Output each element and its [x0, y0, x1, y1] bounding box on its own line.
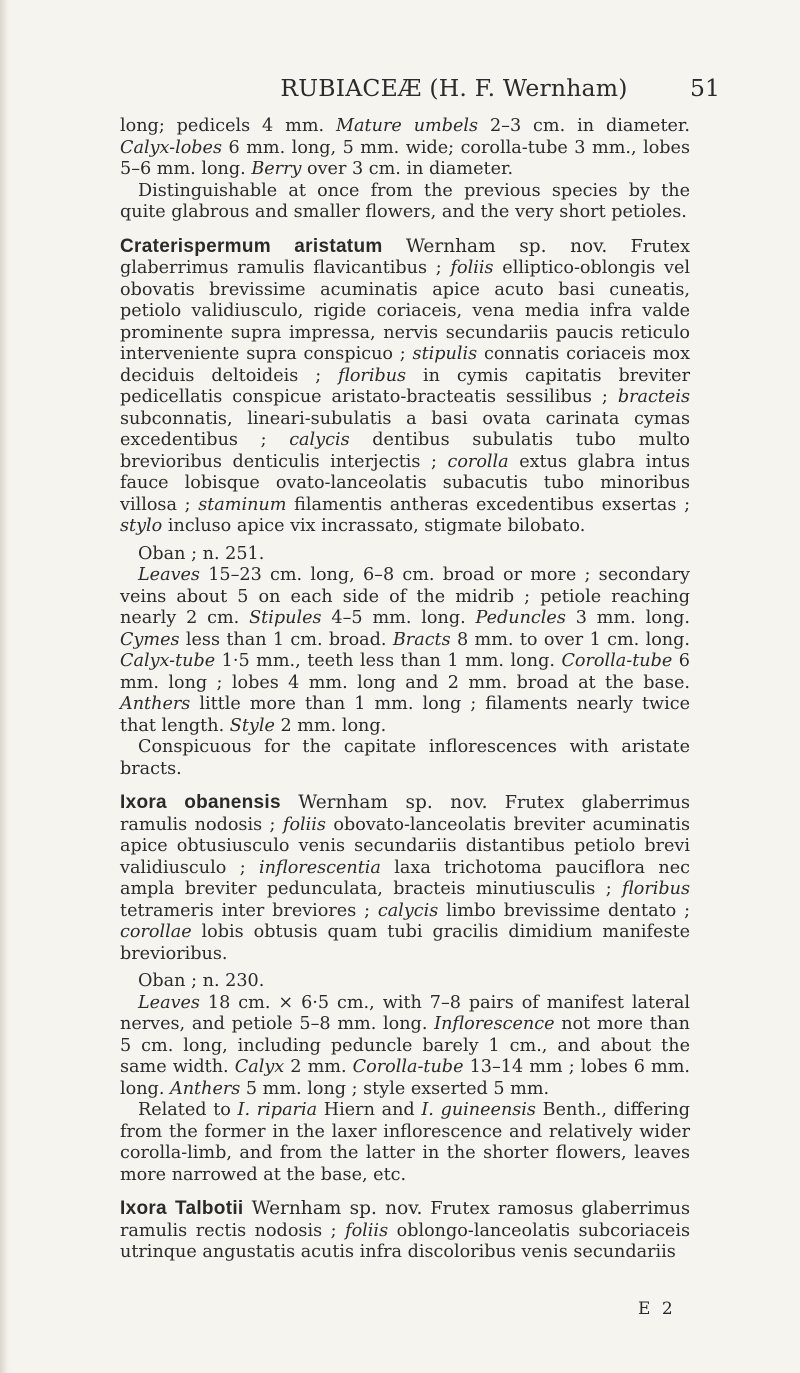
species-description: Leaves 18 cm. × 6·5 cm., with 7–8 pairs of manifest lateral nerves, and petiole 5–8 mm. long. Inflorescence not more than 5 cm. long, including peduncle barely 1 cm., and about the same width. Calyx 2 mm. Corolla-tube 13–14 mm ; lobes 6 mm. long. Anthers 5 mm. long ; style exserted 5 mm. [120, 992, 690, 1099]
specimen-locality: Oban ; n. 251. [138, 543, 265, 564]
species-name: Ixora obanensis [120, 792, 281, 813]
continuation-note: Distinguishable at once from the previous species by the quite glabrous and smaller flowers, and the very short petioles. [120, 180, 690, 222]
page-number: 51 [690, 74, 720, 102]
running-title: RUBIACEÆ (H. F. Wernham) [280, 74, 628, 102]
species-description: Leaves 15–23 cm. long, 6–8 cm. broad or more ; secondary veins about 5 on each side of the midrib ; petiole reaching nearly 2 cm. Stipules 4–5 mm. long. Peduncles 3 mm. long. Cymes less than 1 cm. broad. Bracts 8 mm. to over 1 cm. long. Calyx-tube 1·5 mm., teeth less than 1 mm. long. Corolla-tube 6 mm. long ; lobes 4 mm. long and 2 mm. broad at the base. Anthers little more than 1 mm. long ; filaments nearly twice that length. Style 2 mm. long. [120, 565, 691, 736]
species-diagnosis: Ixora Talbotii Wernham sp. nov. Frutex ramosus glaberrimus ramulis rectis nodosis ; foliis oblongo-lanceolatis subcoriaceis utrinque angustatis acutis infra discoloribus venis secundariis [120, 1198, 691, 1262]
body-text [120, 116, 690, 1264]
species-relationship: Related to I. riparia Hiern and I. guineensis Benth., differing from the former in the laxer inflorescence and relatively wider corolla-limb, and from the latter in the shorter flowers, leaves more narrowed at the base, etc. [120, 1100, 691, 1185]
species-name: Craterispermum aristatum [120, 235, 383, 257]
species-diagnosis: Craterispermum aristatum Wernham sp. nov. Frutex glaberrimus ramulis flavicantibus ; foliis elliptico-oblongis vel obovatis brevissime acuminatis apice acuto basi cuneatis, petiolo validiusculo, rigide coriaceis, vena media infra valde prominente supra impressa, nervis secundariis paucis reticulo interveniente supra conspicuo ; stipulis connatis coriaceis mox deciduis deltoideis ; floribus in cymis capitatis breviter pedicellatis conspicue aristato-bracteatis sessilibus ; bracteis subconnatis, lineari-subulatis a basi ovata carinata cymas excedentibus ; calycis dentibus subulatis tubo multo brevioribus denticulis interjectis ; corolla extus glabra intus fauce lobisque ovato-lanceolatis subacutis tubo minoribus villosa ; staminum filamentis antheras excedentibus exsertas ; stylo incluso apice vix incrassato, stigmate bilobato. [120, 235, 690, 536]
page-edge-shadow [0, 0, 10, 1373]
species-diagnosis: Ixora obanensis Wernham sp. nov. Frutex glaberrimus ramulis nodosis ; foliis obovato-lanceolatis breviter acuminatis apice obtusiusculo venis secundariis distantibus petiolo brevi validiusculo ; inflorescentia laxa trichotoma pauciflora nec ampla breviter pedunculata, bracteis minutiusculis ; floribus tetrameris inter breviores ; calycis limbo brevissime dentato ; corollae lobis obtusis quam tubi gracilis dimidium manifeste brevioribus. [120, 792, 690, 964]
signature-mark: E 2 [638, 1299, 676, 1319]
species-name: Ixora Talbotii [120, 1198, 244, 1219]
running-header [0, 74, 800, 114]
continuation-paragraph: long; pedicels 4 mm. Mature umbels 2–3 cm. in diameter. Calyx-lobes 6 mm. long, 5 mm. wide; corolla-tube 3 mm., lobes 5–6 mm. long. Berry over 3 cm. in diameter. [120, 116, 691, 179]
specimen-locality: Oban ; n. 230. [138, 971, 265, 991]
species-note: Conspicuous for the capitate inflorescences with aristate bracts. [120, 737, 690, 779]
